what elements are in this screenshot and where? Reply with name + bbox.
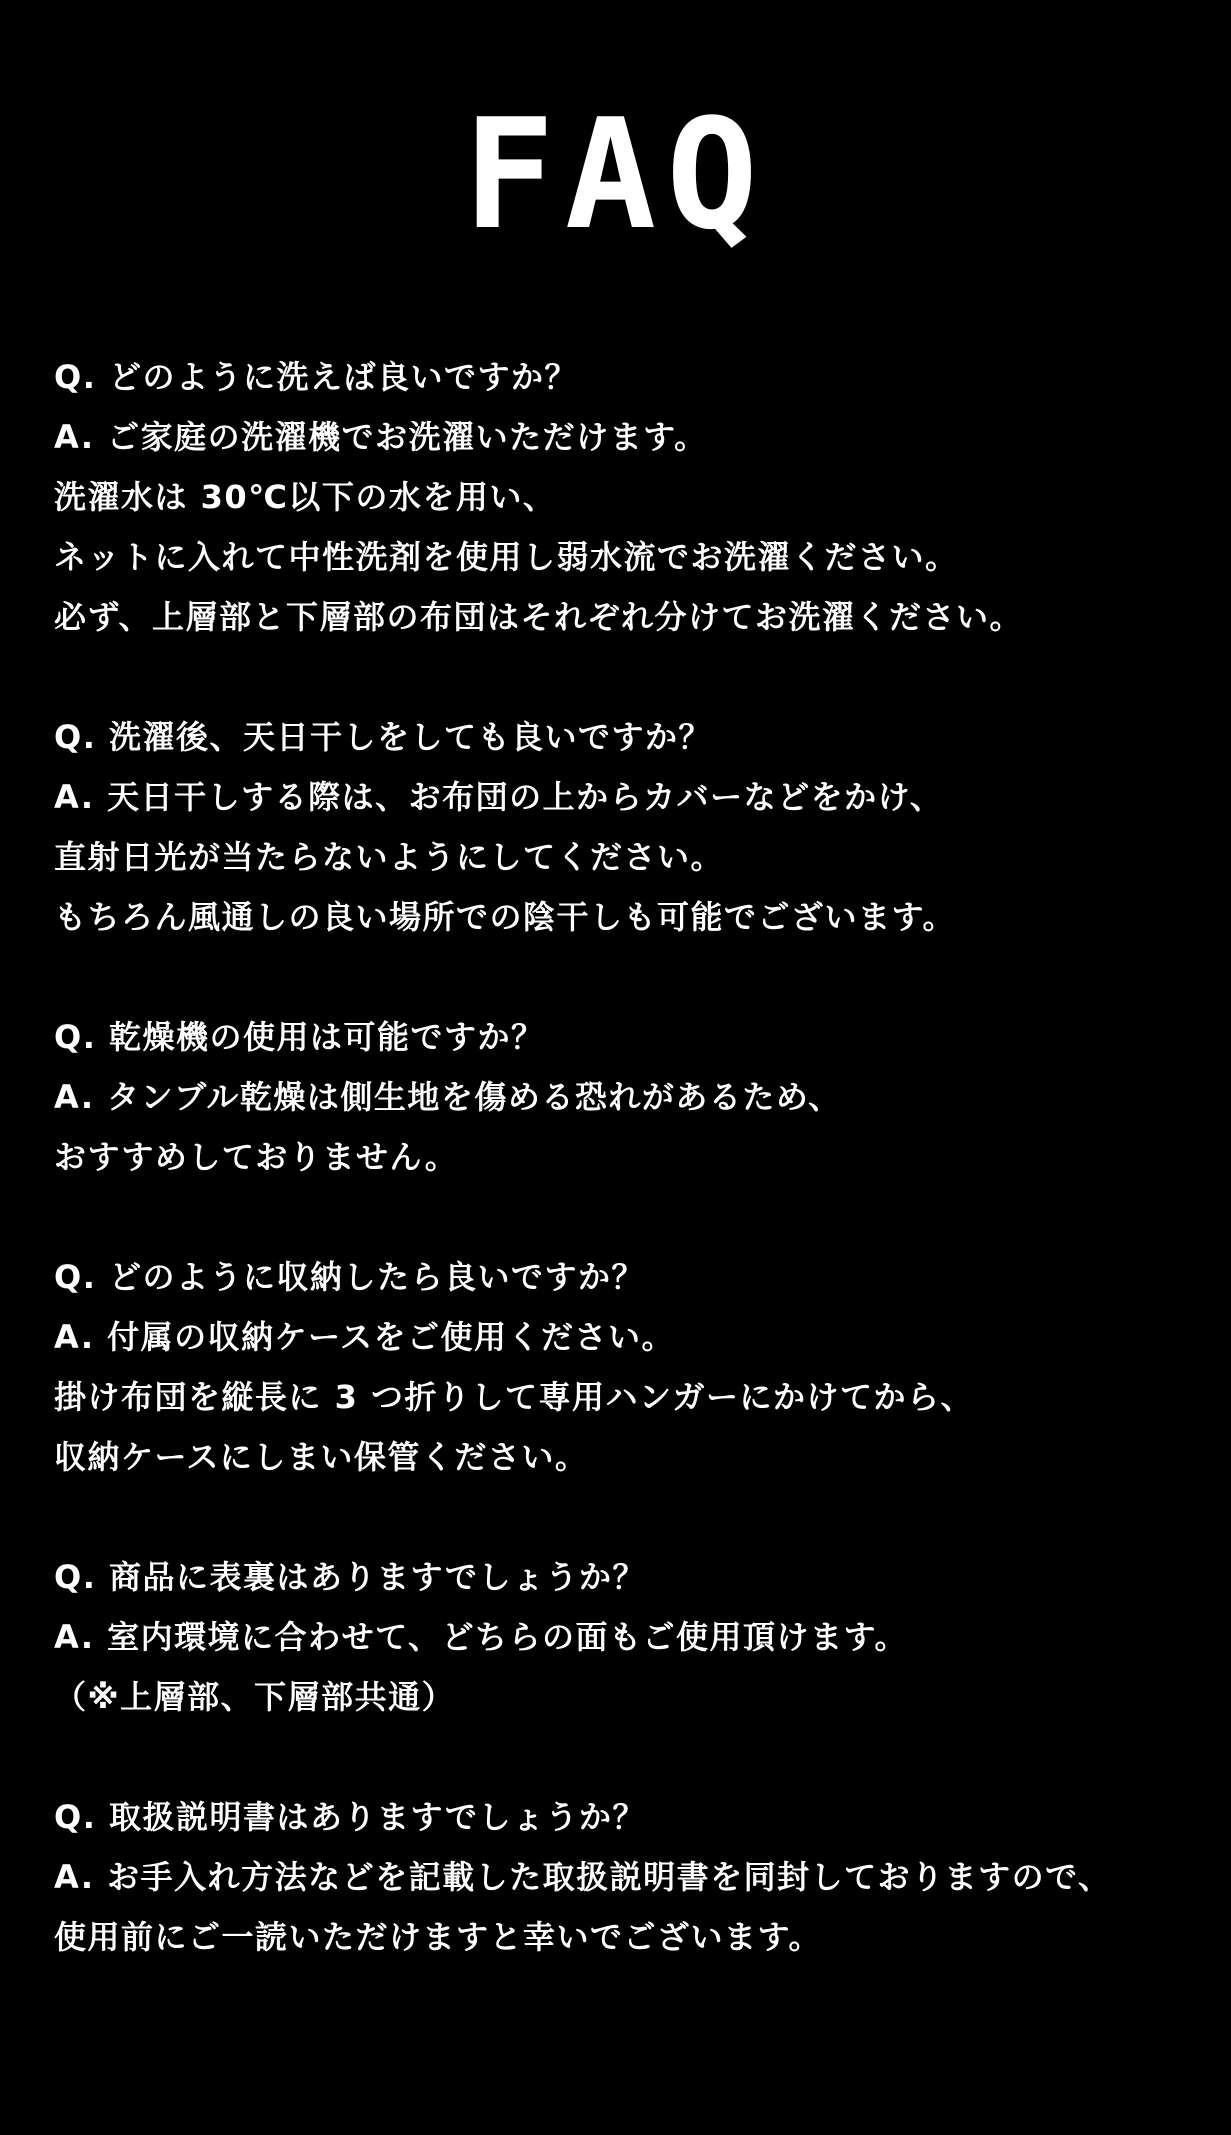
faq-answer-line: 必ず、上層部と下層部の布団はそれぞれ分けてお洗濯ください。	[54, 598, 1023, 636]
faq-question: Q. 取扱説明書はありますでしょうか？	[54, 1798, 646, 1836]
faq-question: Q. 乾燥機の使用は可能ですか？	[54, 1018, 545, 1056]
faq-answer-line: A. 室内環境に合わせて、どちらの面もご使用頂けます。	[54, 1618, 908, 1656]
faq-answer-line: A. お手入れ方法などを記載した取扱説明書を同封しておりますので、	[54, 1858, 1112, 1896]
faq-answer-line: A. ご家庭の洗濯機でお洗濯いただけます。	[54, 418, 708, 456]
faq-item	[54, 1247, 1231, 1487]
faq-answer-line: もちろん風通しの良い場所での陰干しも可能でございます。	[54, 898, 956, 936]
faq-answer-line: 使用前にご一読いただけますと幸いでございます。	[54, 1918, 822, 1956]
faq-list	[54, 347, 1231, 2027]
faq-answer-line: おすすめしておりません。	[54, 1138, 459, 1176]
faq-question: Q. どのように収納したら良いですか？	[54, 1258, 646, 1296]
faq-item	[54, 1547, 1231, 1727]
faq-answer-line: A. タンブル乾燥は側生地を傷める恐れがあるため、	[54, 1078, 842, 1116]
faq-answer-line: A. 付属の収納ケースをご使用ください。	[54, 1318, 676, 1356]
faq-answer-line: 収納ケースにしまい保管ください。	[54, 1438, 589, 1476]
page-title: FAQ	[463, 86, 768, 263]
faq-item	[54, 347, 1231, 647]
faq-answer-line: A. 天日干しする際は、お布団の上からカバーなどをかけ、	[54, 778, 944, 816]
faq-item	[54, 1787, 1231, 1967]
faq-answer-line: 洗濯水は 30℃以下の水を用い、	[54, 478, 557, 516]
faq-question: Q. 洗濯後、天日干しをしても良いですか？	[54, 718, 713, 756]
faq-answer-line: ネットに入れて中性洗剤を使用し弱水流でお洗濯ください。	[54, 538, 959, 576]
faq-item	[54, 707, 1231, 947]
faq-answer-line: （※上層部、下層部共通）	[54, 1678, 456, 1716]
faq-answer-line: 掛け布団を縦長に 3 つ折りして専用ハンガーにかけてから、	[54, 1378, 975, 1416]
faq-question: Q. どのように洗えば良いですか？	[54, 358, 579, 396]
faq-question: Q. 商品に表裏はありますでしょうか？	[54, 1558, 646, 1596]
faq-item	[54, 1007, 1231, 1187]
faq-answer-line: 直射日光が当たらないようにしてください。	[54, 838, 725, 876]
